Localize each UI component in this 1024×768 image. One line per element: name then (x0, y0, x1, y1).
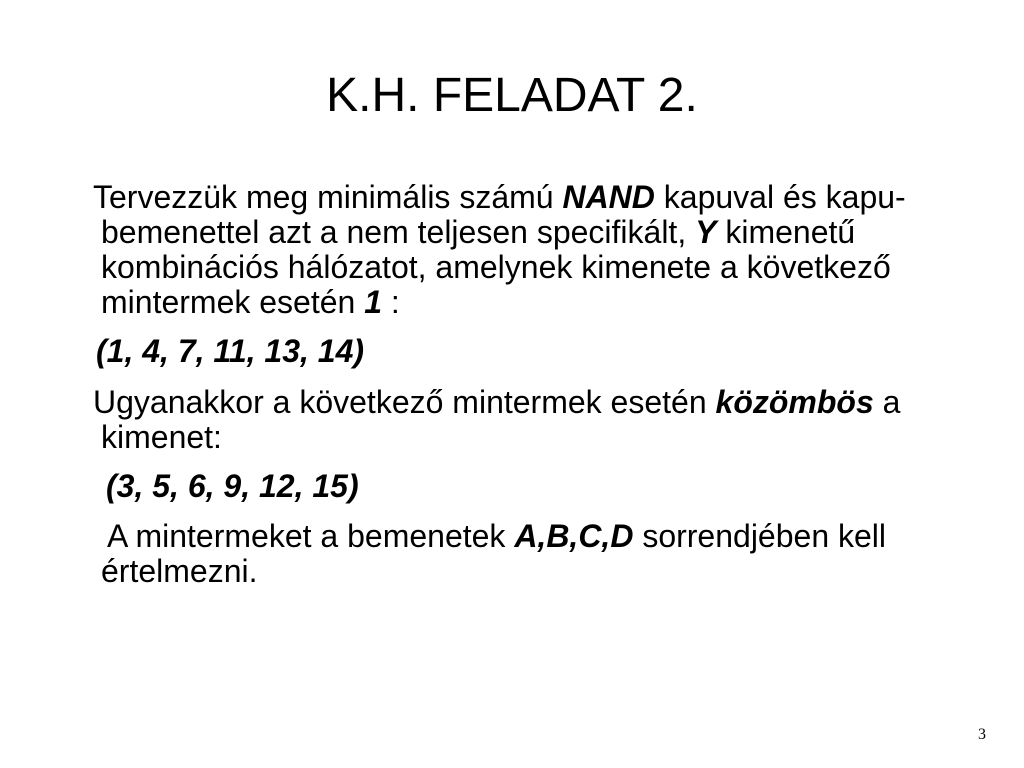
page-number: 3 (978, 726, 986, 743)
input-order-note (0, 519, 921, 589)
output-variable: Y (695, 214, 717, 250)
output-value: 1 (364, 284, 383, 320)
input-variables: A,B,C,D (514, 518, 634, 554)
dont-care-term: közömbös (715, 384, 874, 420)
nand-term: NAND (562, 179, 655, 215)
slide-title: K.H. FELADAT 2. (326, 69, 698, 122)
text-segment: sorrendjében kell értelmezni. (101, 518, 887, 589)
minterms-one-list: (1, 4, 7, 11, 13, 14) (96, 333, 365, 369)
slide-body (0, 180, 1024, 589)
text-segment: kimenetű kombinációs hálózatot, amelynek kimenete a következő mintermek esetén (101, 214, 891, 320)
minterms-dontcare-list: (3, 5, 6, 9, 12, 15) (106, 468, 359, 504)
dont-care-description (0, 385, 931, 455)
text-segment: kapuval és kapu-bemenettel azt a nem teljesen specifikált, (101, 179, 906, 250)
text-segment: A mintermeket a bemenetek (107, 518, 515, 554)
text-segment: : (382, 284, 400, 320)
text-segment: a kimenet: (101, 384, 901, 455)
text-segment: Ugyanakkor a következő mintermek esetén (93, 384, 716, 420)
task-description (0, 180, 961, 320)
text-segment: Tervezzük meg minimális számú (93, 179, 563, 215)
